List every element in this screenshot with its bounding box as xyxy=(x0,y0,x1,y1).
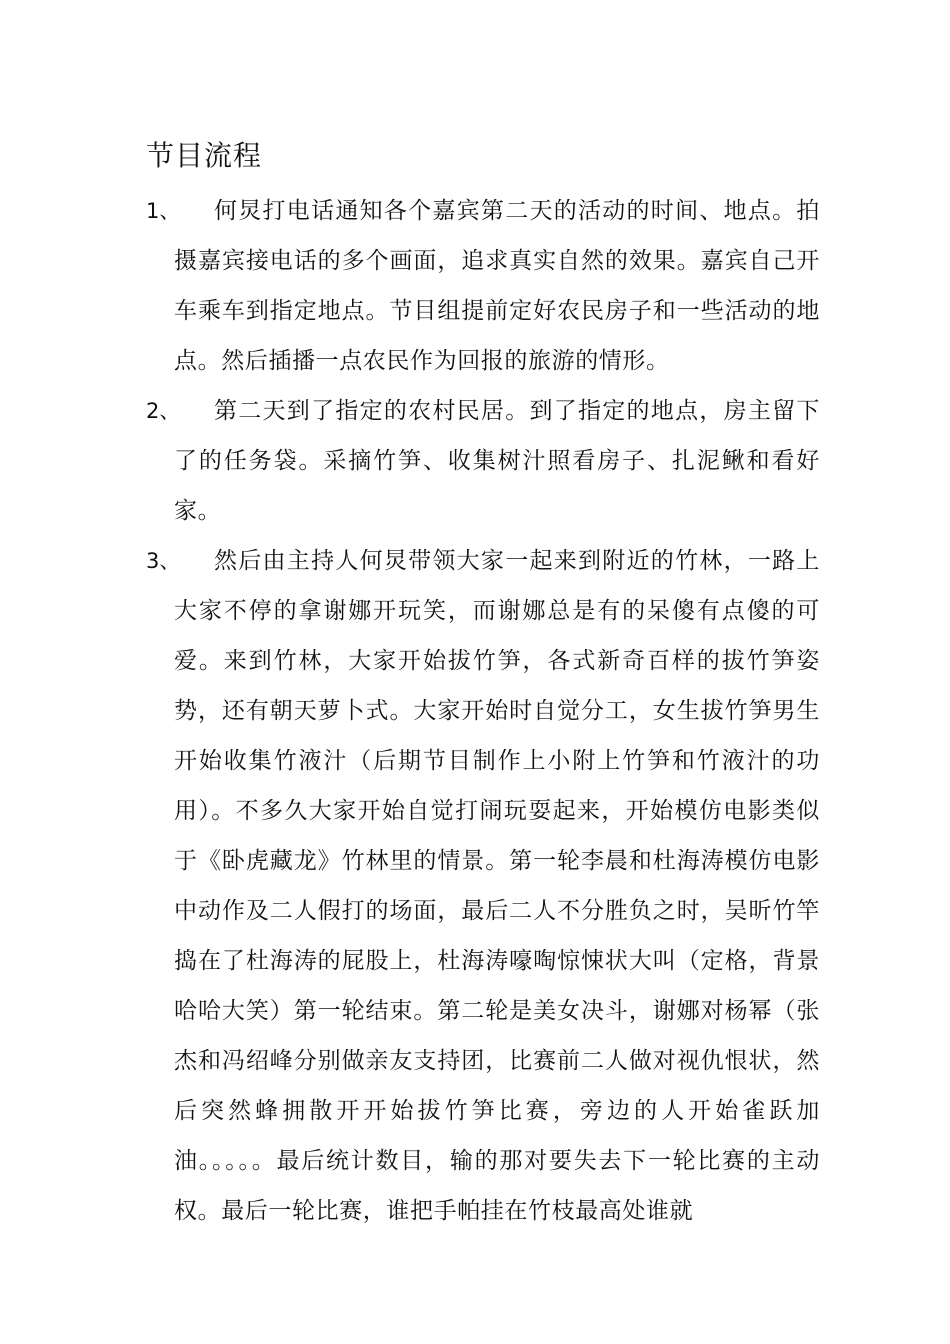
list-item xyxy=(146,386,826,536)
list-item-text: 然后由主持人何炅带领大家一起来到附近的竹林，一路上大家不停的拿谢娜开玩笑，而谢娜总是有的呆傻有点傻的可爱。来到竹林，大家开始拔竹笋，各式新奇百样的拔竹笋姿势，还有朝天萝卜式。大家开始时自觉分工，女生拔竹笋男生开始收集竹液汁（后期节目制作上小附上竹笋和竹液汁的功用）。不多久大家开始自觉打闹玩耍起来，开始模仿电影类似于《卧虎藏龙》竹林里的情景。第一轮李晨和杜海涛模仿电影中动作及二人假打的场面，最后二人不分胜负之时，吴昕竹竿捣在了杜海涛的屁股上，杜海涛嚎啕惊悚状大叫（定格，背景哈哈大笑）第一轮结束。第二轮是美女决斗，谢娜对杨幂（张杰和冯绍峰分别做亲友支持团，比赛前二人做对视仇恨状，然后突然蜂拥散开开始拔竹笋比赛，旁边的人开始雀跃加油。。。。。最后统计数目，输的那对要失去下一轮比赛的主动权。最后一轮比赛，谁把手帕挂在竹枝最高处谁就 xyxy=(174,548,820,1224)
list-item xyxy=(146,186,826,386)
list-item-number: 3、 xyxy=(146,549,181,573)
list-item-text: 何炅打电话通知各个嘉宾第二天的活动的时间、地点。拍摄嘉宾接电话的多个画面，追求真实自然的效果。嘉宾自己开车乘车到指定地点。节目组提前定好农民房子和一些活动的地点。然后插播一点农民作为回报的旅游的情形。 xyxy=(174,198,820,374)
list-item-number: 2、 xyxy=(146,399,181,423)
list-item-number: 1、 xyxy=(146,199,181,223)
list-item xyxy=(146,536,826,1236)
document-title: 节目流程 xyxy=(146,139,263,172)
list-item-text: 第二天到了指定的农村民居。到了指定的地点，房主留下了的任务袋。采摘竹笋、收集树汁照看房子、扎泥鳅和看好家。 xyxy=(174,398,820,524)
